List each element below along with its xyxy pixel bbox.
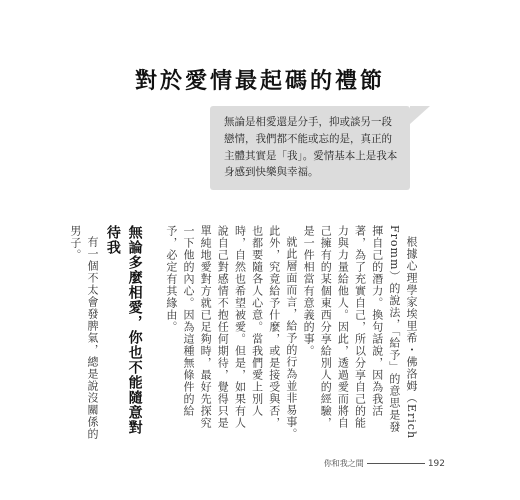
body-paragraph: 就此層面而言，給予的行為並非易事。此外，究竟給予什麼，或是接受與否，也都要隨各人心意。當我們愛上別人時，自然也希望被愛。但是，如果有人說自己對感情不抱任何期待，覺得只是單純地愛對方就已足夠時，最好先探究一下他的內心。因為這種無條件的給予，必定有其緣由。	[164, 225, 298, 440]
chapter-title: 對於愛情最起碼的禮節	[134, 69, 385, 94]
footer-rule	[367, 463, 425, 464]
page-footer	[324, 458, 445, 469]
page-number: 192	[427, 458, 445, 469]
callout-box	[210, 106, 410, 190]
vertical-body-text	[67, 225, 420, 440]
section-heading: 無論多麼相愛，你也不能隨意對待我	[104, 225, 143, 435]
footer-book-title: 你和我之間	[323, 459, 364, 468]
callout-text: 無論是相愛還是分手，抑或談另一段戀情，我們都不能或忘的是，真正的主體其實是「我」。愛情基本上是我本身感到快樂與幸福。	[224, 116, 398, 179]
body-paragraph: 根據心理學家埃里希・佛洛姆（Erich Fromm）的說法，「給予」的意思是發揮自己的潛力。換句話說，因為我活著，為了充實自己，所以分享自己的能力與力量給他人。因此，透過愛而將自己擁有的某個東西分享給別人的經驗，是一件相當有意義的事。	[302, 225, 418, 440]
body-paragraph: 有一個不太會發脾氣，總是說沒關係的男子。	[68, 225, 99, 440]
